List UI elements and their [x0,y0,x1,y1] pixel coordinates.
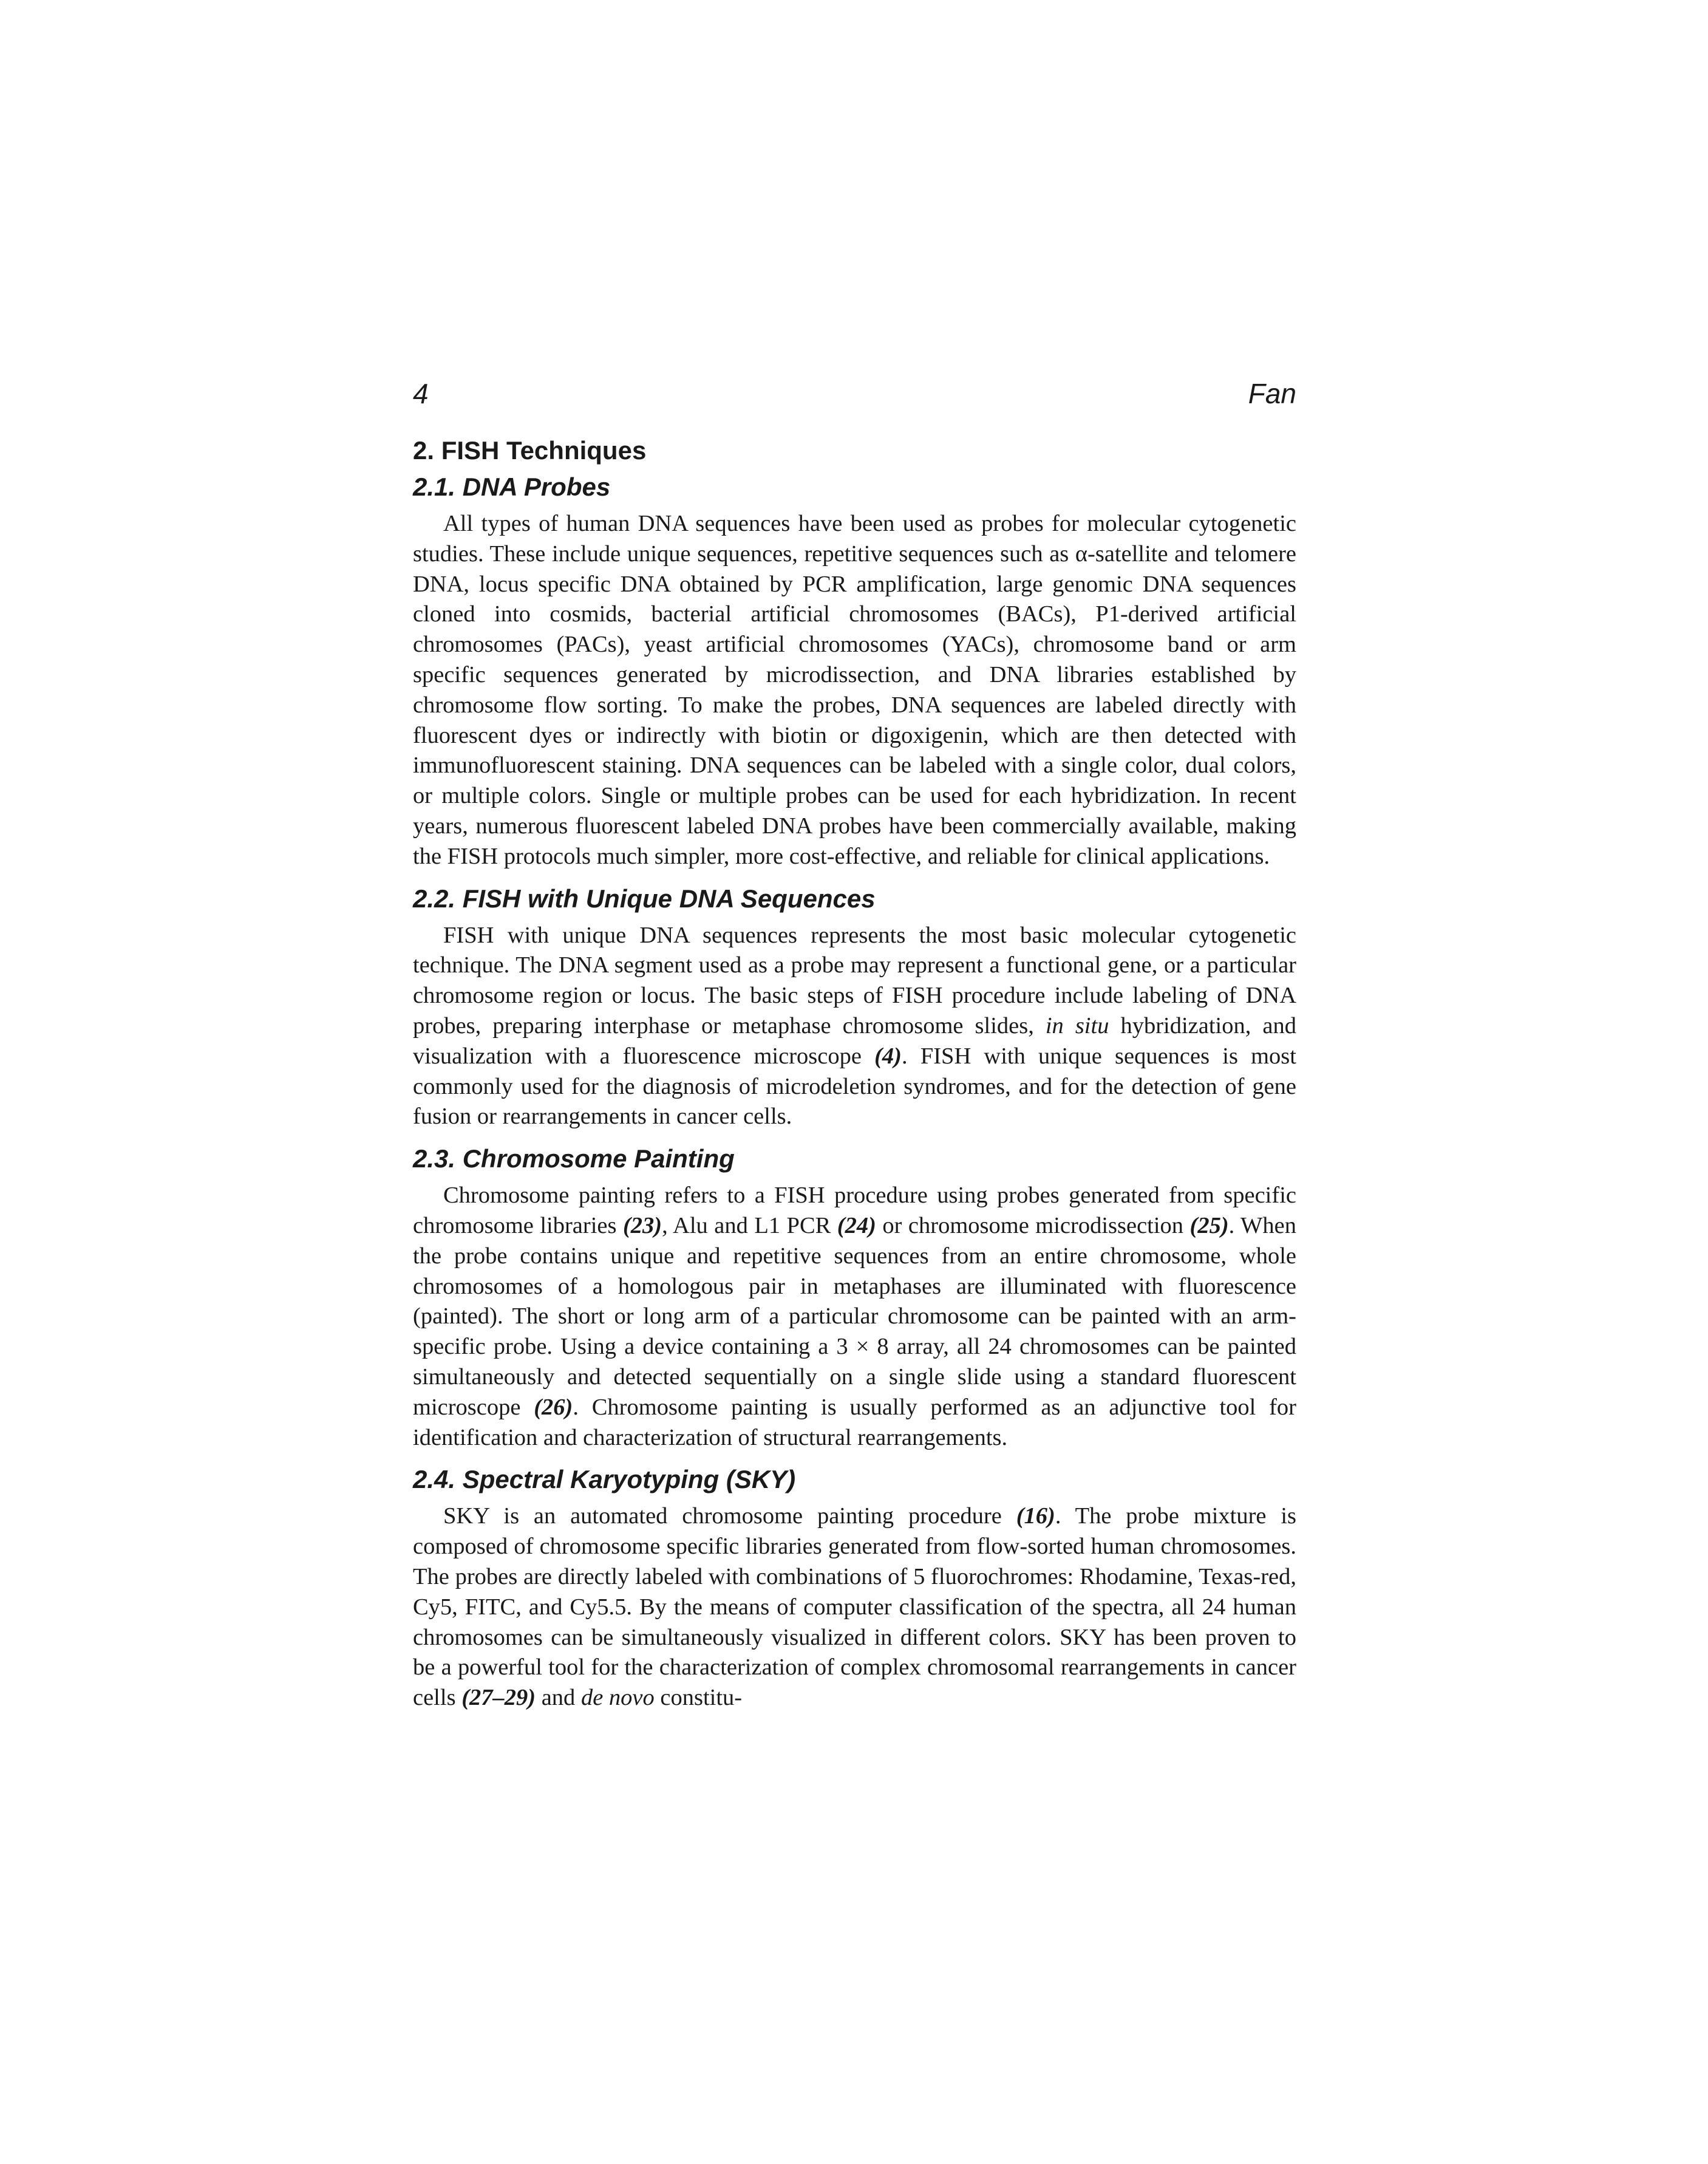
paragraph-unique-sequences [413,921,1296,1133]
paragraph-text: and [536,1685,581,1711]
paragraph-text: Chromosome painting refers to a FISH procedure using probes generated from specific chromosome libraries [413,1183,1296,1238]
citation-ref: (25) [1189,1212,1229,1238]
page-content [413,432,1296,1713]
paragraph-sky [413,1501,1296,1713]
paragraph-text: hybridization, and visualization with a fluorescence microscope [413,1012,1296,1069]
citation-ref: (24) [837,1212,876,1238]
paragraph-text: . FISH with unique sequences is most commonly used for the diagnosis of microdeletion syndromes, and for the detection of gene fusion or rearrangements in cancer cells. [413,1043,1296,1130]
page-number: 4 [413,378,429,409]
italic-term: in situ [1045,1012,1109,1039]
citation-ref: (16) [1016,1503,1055,1529]
paragraph-text: FISH with unique DNA sequences represents the most basic molecular cytogenetic technique. The DNA segment used as a probe may represent a functional gene, or a particular chromosome region or locus. The basic steps of FISH procedure include labeling of DNA probes, preparing interphase or metaphase chromosome slides, [413,922,1296,1039]
paragraph-text: , Alu and L1 PCR [662,1212,837,1238]
paragraph-text: . When the probe contains unique and repetitive sequences from an entire chromosome, whole chromosomes of a homologous pair in metaphases are illuminated with fluorescence (painted). The short or long arm of a particular chromosome can be painted with an arm-specific probe. Using a device containing a 3 × 8 array, all 24 chromosomes can be painted simultaneously and detected sequentially on a single slide using a standard fluorescent microscope [413,1212,1296,1420]
paragraph-chromosome-painting [413,1181,1296,1453]
paragraph-text: All types of human DNA sequences have been used as probes for molecular cytogenetic studies. These include unique sequences, repetitive sequences such as α-satellite and telomere DNA, locus specific DNA obtained by PCR amplification, large genomic DNA sequences cloned into cosmids, bacterial artificial chromosomes (BACs), P1-derived artificial chromosomes (PACs), yeast artificial chromosomes (YACs), chromosome band or arm specific sequences generated by microdissection, and DNA libraries established by chromosome flow sorting. To make the probes, DNA sequences are labeled directly with fluorescent dyes or indirectly with biotin or digoxigenin, which are then detected with immunofluorescent staining. DNA sequences can be labeled with a single color, dual colors, or multiple colors. Single or multiple probes can be used for each hybridization. In recent years, numerous fluorescent labeled DNA probes have been commercially available, making the FISH protocols much simpler, more cost-effective, and reliable for clinical applications. [413,511,1296,869]
subsection-title-unique-sequences: 2.2. FISH with Unique DNA Sequences [413,884,876,913]
citation-ref: (26) [534,1394,573,1420]
citation-ref: (23) [622,1212,662,1238]
section-title: 2. FISH Techniques [413,436,647,465]
subsection-title-dna-probes: 2.1. DNA Probes [413,473,611,501]
subsection-title-chromosome-painting: 2.3. Chromosome Painting [413,1144,735,1173]
page-header [413,375,1296,412]
citation-ref: (27–29) [461,1685,536,1711]
paragraph-text: SKY is an automated chromosome painting procedure [443,1503,1016,1529]
paragraph-text: . Chromosome painting is usually performed as an adjunctive tool for identification and characterization of structural rearrangements. [413,1394,1296,1450]
paragraph-dna-probes [413,509,1296,872]
subsection-title-sky: 2.4. Spectral Karyotyping (SKY) [413,1465,796,1494]
running-head: Fan [1248,378,1296,409]
citation-ref: (4) [874,1043,902,1069]
paragraph-text: . The probe mixture is composed of chromosome specific libraries generated from flow-sorted human chromosomes. The probes are directly labeled with combinations of 5 fluorochromes: Rhodamine, Texas-red, Cy5, FITC, and Cy5.5. By the means of computer classification of the spectra, all 24 human chromosomes can be simultaneously visualized in different colors. SKY has been proven to be a powerful tool for the characterization of complex chromosomal rearrangements in cancer cells [413,1503,1297,1711]
paragraph-text: or chromosome microdissection [876,1212,1190,1238]
italic-term: de novo [580,1685,655,1711]
paragraph-text: constitu- [654,1685,743,1711]
